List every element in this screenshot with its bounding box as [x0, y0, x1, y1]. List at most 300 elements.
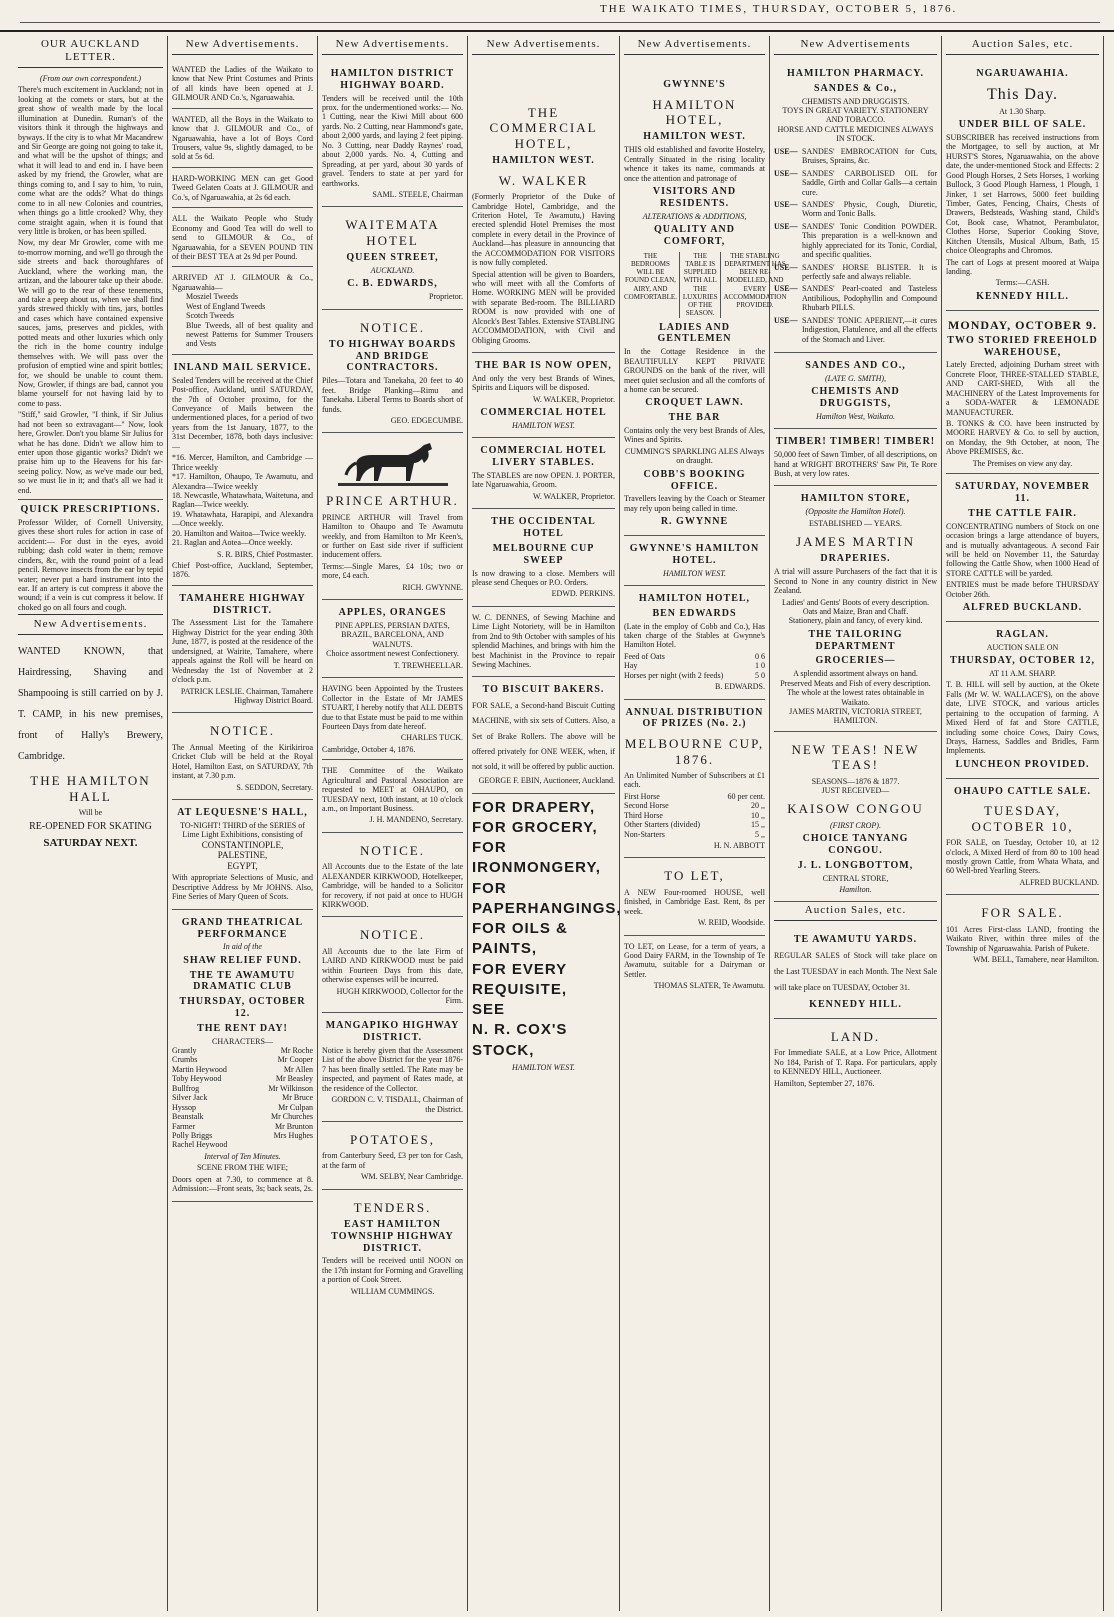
tuesday: TUESDAY, OCTOBER 10,	[971, 803, 1074, 834]
cast-row	[172, 1055, 313, 1064]
prize-row-label: Third Horse	[624, 810, 663, 820]
feed-row-value: 5 0	[755, 670, 765, 680]
use-label: USE—	[774, 221, 798, 231]
section-heading: Auction Sales, etc.	[774, 904, 937, 921]
cast-row-value: Mr Bruce	[282, 1093, 313, 1103]
groceries-body: A splendid assortment always on hand.	[793, 669, 918, 679]
notice4-sign: HUGH KIRKWOOD, Collector for the Firm.	[336, 986, 463, 1005]
cast-row-label: Rachel Heywood	[172, 1140, 228, 1150]
land-date: Hamilton, September 27, 1876.	[774, 1078, 875, 1088]
prize-row-value: 60 per cent.	[727, 791, 765, 801]
theatrical-ad	[172, 910, 313, 1202]
saturday: SATURDAY, NOVEMBER 11.	[955, 481, 1090, 505]
cox-line: SEE	[472, 1001, 506, 1019]
notice-body: The Annual Meeting of the Kirikiriroa Cricket Club will be held at the Royal Hotel, Hamilton East, on SATURDAY, 7th instant, at 7.30 p.m.	[172, 742, 313, 781]
mail-title: INLAND MAIL SERVICE.	[173, 361, 312, 373]
feed-row	[624, 671, 765, 680]
gwynne-hotel-2-ad	[624, 536, 765, 586]
agricultural-ad	[322, 760, 463, 833]
oats: Oats and Maize, Bran and Chaff.	[802, 606, 909, 616]
gwynne-place: HAMILTON WEST.	[643, 131, 746, 143]
ohaupo: OHAUPO CATTLE SALE.	[954, 785, 1091, 797]
mail-sign: S. R. BIRS, Chief Postmaster.	[216, 549, 313, 559]
potatoes-body: from Canterbury Seed, £3 per ton for Cash, at the farm of	[322, 1151, 463, 1170]
use-label: USE—	[774, 199, 798, 209]
to-let-ad	[624, 858, 765, 935]
feed-row	[624, 652, 765, 661]
prize-row-value: 20 ,,	[751, 801, 765, 811]
product-row	[774, 316, 937, 344]
cast-row-label: Crumbs	[172, 1055, 198, 1065]
potatoes-ad	[322, 1122, 463, 1190]
sandes-body: TOYS IN GREAT VARIETY. STATIONERY AND TOBACCO.	[782, 106, 929, 125]
sandes-body2: HORSE AND CATTLE MEDICINES ALWAYS IN STOCK.	[777, 124, 934, 144]
drapery-body: A trial will assure Purchasers of the fact that it is Second to None in any country district in New Zealand.	[774, 567, 937, 596]
gwynne2-title: GWYNNE'S HAMILTON HOTEL.	[629, 542, 760, 566]
wanted-known-ad: WANTED KNOWN, that Hairdressing, Shaving and Shampooing is still carried on by J. T. CAMP, in his new premises, front of Hally's Brewery, Cambridge.	[18, 646, 163, 763]
commercial-body: (Formerly Proprietor of the Duke of Cambridge Hotel, Cambridge, and the Criterion Hotel, Te Awamutu,) Having erected splendid Hotel Premises the most complete in every detail in the Province of Auckland—has pleasure in announcing that the ACCOMMODATION FOR VISITORS is now fully completed.	[472, 192, 615, 268]
tolet-title: TO LET,	[664, 868, 725, 884]
lease-body: TO LET, on Lease, for a term of years, a Good Dairy FARM, in the Township of Te Awamutu, suitable for a Dairyman or Settler.	[624, 941, 765, 979]
sandes2-title: SANDES AND CO.,	[805, 360, 906, 372]
raglan-date: THURSDAY, OCTOBER 12,	[949, 655, 1096, 667]
cast-row	[172, 1065, 313, 1074]
hall-title: THE HAMILTON HALL	[30, 773, 151, 804]
grand-sub: In aid of the	[223, 942, 262, 952]
arrived-item: West of England Tweeds	[186, 301, 266, 311]
pharmacy-title: HAMILTON PHARMACY.	[786, 67, 925, 79]
apples-line: BRAZIL, BARCELONA, AND	[341, 630, 444, 640]
cobb-title: COBB'S BOOKING OFFICE.	[643, 468, 746, 492]
sale-sign: ALFRED BUCKLAND.	[1019, 877, 1099, 887]
stationery: Stationery, plain and fancy, of every kind.	[788, 616, 923, 626]
feed-row-label: Feed of Oats	[624, 651, 665, 661]
gwynne-body: THIS old established and favorite Hostelry, Centrally Situated in the rising locality whence it takes its name, commands at once the attention and patronage of	[624, 145, 765, 183]
product-row	[774, 263, 937, 282]
cast-row-label: Bullfrog	[172, 1083, 200, 1093]
hamilton-store-ad	[774, 486, 937, 731]
cast-row-value: Mr Wilkinson	[268, 1083, 313, 1093]
store-established: ESTABLISHED — YEARS.	[808, 518, 903, 528]
arrived-title: ARRIVED AT J. GILMOUR & Co., Ngaruawahia—	[172, 273, 313, 292]
prize-row	[624, 801, 765, 810]
mangapiko-title: MANGAPIKO HIGHWAY DISTRICT.	[325, 1020, 460, 1044]
choice: CHOICE TANYANG CONGOU.	[802, 833, 909, 856]
cumming: CUMMING'S SPARKLING ALES Always on draught.	[624, 446, 765, 466]
feed-row	[624, 661, 765, 670]
gilmour-ad: WANTED, all the Boys in the Waikato to know that J. GILMOUR and Co., of Ngaruawahia, have a lot of Boys Cord Trousers, value 9s, slightly damaged, to be sold at 5s 6d.	[172, 111, 313, 168]
annual-sign: H. N. ABBOTT	[713, 840, 765, 850]
waitemata-role: Proprietor.	[429, 292, 463, 302]
cast-row	[172, 1084, 313, 1093]
product-text: SANDES' Pearl-coated and Tasteless Antibilious, Podophyllin and Compound Rhubarb PILLS.	[802, 284, 937, 313]
cricket-notice-ad	[172, 713, 313, 800]
cobb-body: Travellers leaving by the Coach or Steamer may rely upon being called in time.	[624, 494, 765, 513]
central: CENTRAL STORE,	[822, 873, 889, 883]
having-body: HAVING been Appointed by the Trustees Collector in the Estate of Mr JAMES STUART, I hereby notify that ALL DEBTS due to that Estate must be paid to me within Fourteen Days from date hereof.	[322, 684, 463, 731]
occidental-sign: EDWD. PERKINS.	[551, 589, 615, 599]
sandes-title: SANDES & Co.,	[813, 82, 897, 94]
bar-body: Contains only the very best Brands of Ales, Wines and Spirits.	[624, 425, 765, 445]
arthur-terms: Terms:—Single Mares, £4 10s; two or more, £4 each.	[322, 561, 463, 581]
biscuit-body: FOR SALE, a Second-hand Biscuit Cutting MACHINE, with six sets of Cutters. Also, a Set of Brake Rollers. The above will be offered privately for ONE WEEK, when, if not sold, it will be offered by public auction.	[472, 701, 615, 771]
occidental-body: Is now drawing to a close. Members will please send Cheques or P.O. Orders.	[472, 568, 615, 587]
kaisow-sub: (FIRST CROP).	[830, 820, 881, 830]
occidental-ad	[472, 509, 615, 607]
raglan-body: T. B. HILL will sell by auction, at the Okete Falls (Mr W. W. WALLACE'S), on the above date, LIVE STOCK, and various articles pertaining to the occupation of farming. A Mixed Herd of fat and Store CATTLE, including some choice Cows, Dairy Cows, Drays, Harness, Saddles and Bridles, Farm Implements.	[946, 680, 1099, 756]
notice3-title: NOTICE.	[360, 842, 425, 858]
mail-route: *17. Hamilton, Ohaupo, Te Awamutu, and Alexandra—Twice weekly	[172, 472, 313, 491]
prize-row-label: First Horse	[624, 791, 660, 801]
product-row	[774, 284, 937, 312]
mail-route: *16. Mercer, Hamilton, and Cambridge —Thrice weekly	[172, 453, 313, 472]
cox-place: HAMILTON WEST.	[511, 1062, 576, 1072]
gwynne-sign: R. GWYNNE	[660, 516, 729, 528]
biscuit-ad	[472, 677, 615, 793]
cast-row-value: Mr Churches	[271, 1112, 313, 1122]
annual-prizes-ad	[624, 700, 765, 859]
apples-body: Choice assortment newest Confectionery.	[326, 649, 459, 659]
lequesne-line: TO-NIGHT! THIRD of the SERIES of Lime Light Exhibitions, consisting of	[180, 820, 305, 840]
prize-row-label: Non-Starters	[624, 829, 665, 839]
ngaruawahia-sale-ad	[946, 61, 1099, 311]
lequesne-body: With appropriate Selections of Music, and Descriptive Address by Mr JOHNS. Also, Fine Series of Mary Queen of Scots.	[172, 873, 313, 902]
masthead	[0, 0, 1114, 32]
luncheon: LUNCHEON PROVIDED.	[955, 758, 1090, 770]
arrived-item: Blue Tweeds, all of best quality and newest Patterns for Summer Trousers and Vests	[186, 320, 313, 349]
lease-ad	[624, 936, 765, 998]
product-row	[774, 222, 937, 260]
sale-body: FOR SALE, on Tuesday, October 10, at 12 o'clock, A Mixed Herd of from 80 to 100 head mostly grown Cattle, from Whata Whata, and 60 Well-bred Yearling Steers.	[946, 838, 1099, 876]
arrived-item: Mosziel Tweeds	[186, 292, 238, 302]
yards-body: REGULAR SALES of Stock will take place on the Last TUESDAY in each Month. The Next Sale will take place on TUESDAY, October 31.	[774, 951, 937, 993]
tenders-sign: WILLIAM CUMMINGS.	[350, 1286, 435, 1296]
apples-line: PINE APPLES, PERSIAN DATES,	[335, 621, 450, 631]
waitemata-title: WAITEMATA HOTEL	[345, 217, 440, 248]
dennes-body: W. C. DENNES, of Sewing Machine and Lime Light Notoriety, will be in Hamilton from 2nd to 9th October with samples of his splendid Machines, and brings with him the best Machinist in the Province to repair Sewing Machines.	[472, 612, 615, 670]
notice4-body: All Accounts due to the late Firm of LAIRD AND KIRKWOOD must be paid within Fourteen Days from this date, otherwise expenses will be incurred.	[322, 946, 463, 985]
longbottom: J. L. LONGBOTTOM,	[797, 859, 914, 871]
mangapiko-ad	[322, 1013, 463, 1122]
just-received: JUST RECEIVED—	[821, 785, 890, 795]
tamahere-title: TAMAHERE HIGHWAY DISTRICT.	[179, 592, 306, 616]
notice2-title: NOTICE.	[360, 319, 425, 335]
alfred: ALFRED BUCKLAND.	[962, 602, 1083, 614]
potatoes-title: POTATOES,	[350, 1132, 435, 1148]
notice-contractors-ad	[322, 310, 463, 434]
bar-title: THE BAR	[668, 412, 721, 424]
section-heading: New Advertisements.	[322, 38, 463, 55]
cast-row-label: Polly Briggs	[172, 1130, 213, 1140]
hall-line: SATURDAY NEXT.	[43, 837, 138, 850]
annual-cup: MELBOURNE CUP, 1876.	[624, 736, 765, 767]
grand-fund: SHAW RELIEF FUND.	[183, 954, 302, 966]
prize-row	[624, 830, 765, 839]
teas-ad	[774, 732, 937, 903]
commercial-place: HAMILTON WEST.	[492, 154, 595, 166]
visitors: VISITORS AND RESIDENTS.	[652, 185, 737, 209]
cox-line: FOR IRONMONGERY,	[472, 839, 601, 877]
cast-row	[172, 1131, 313, 1140]
cox-line: N. R. COX'S STOCK,	[472, 1021, 568, 1059]
ben-sign: B. EDWARDS.	[714, 682, 765, 692]
apples-line: WALNUTS.	[372, 639, 413, 649]
club-date: THURSDAY, OCTOBER 12.	[179, 996, 306, 1019]
ladies-body: In the Cottage Residence in the BEAUTIFULLY KEPT PRIVATE GROUNDS on the bank of the river, will meet quiet seclusion and all the comforts of a home can be secured.	[624, 347, 765, 394]
prize-list	[624, 792, 765, 839]
prize-row-value: 10 ,,	[751, 810, 765, 820]
land-title: LAND.	[830, 1029, 881, 1044]
masthead-title: THE WAIKATO TIMES, THURSDAY, OCTOBER 5, 1876.	[600, 3, 958, 15]
mail-service-ad	[172, 355, 313, 586]
ben-edwards-ad	[624, 586, 765, 700]
livery-sign: W. WALKER, Proprietor.	[533, 491, 615, 501]
potatoes-sign: WM. SELBY, Near Cambridge.	[360, 1172, 463, 1182]
section-heading: New Advertisements.	[18, 614, 163, 635]
cast-list	[172, 1046, 313, 1150]
interval: Interval of Ten Minutes.	[204, 1151, 281, 1161]
kennedy: KENNEDY HILL.	[976, 290, 1069, 302]
waitemata-place: AUCKLAND.	[370, 265, 415, 275]
martin-sign: JAMES MARTIN, VICTORIA STREET, HAMILTON.	[789, 707, 922, 726]
prize-row	[624, 811, 765, 820]
cast-row	[172, 1074, 313, 1083]
column-advertisements-5	[620, 36, 787, 1611]
product-row	[774, 169, 937, 197]
cast-row	[172, 1112, 313, 1121]
cast-row	[172, 1140, 313, 1149]
section-heading: OUR AUCKLAND LETTER.	[18, 38, 163, 68]
occidental-title: THE OCCIDENTAL HOTEL	[491, 516, 596, 540]
lequesne-place: PALESTINE,	[217, 850, 268, 861]
waitemata-sub: QUEEN STREET,	[346, 252, 439, 264]
cast-row-value: Mr Brunton	[275, 1121, 313, 1131]
apples-sign: T. TREWHEELLAR.	[393, 660, 463, 670]
bill-cart: The cart of Logs at present moored at Waipa landing.	[946, 257, 1099, 276]
lequesne-hall-ad	[172, 800, 313, 910]
forsale-title: FOR SALE.	[981, 905, 1064, 921]
hamilton-body: Tenders will be received until the 10th prox. for the undermentioned works:— No. 1 Cutting, near the Kiwi Mill about 600 yards. No. 2 Cutting, near Hammond's gate, about 2,000 yards, and laying 2 feet piping. No. 3 Cutting, near Daddy Raynes' road, about 2,000 yards. No. 4, Cutting and Spreading, at per yard, about 30 yards of gravel. Tenders to state at per yard for earthworks.	[322, 93, 463, 188]
use-label: USE—	[774, 146, 798, 156]
commercial-body: Special attention will be given to Boarders, who will meet with all the Comforts of Home. WORKING MEN will be provided with separate Bed-room. The BILLIARD ROOM is now provided with one of Alcock's Best Tables. Extensive STABLING ACCOMMODATION, with Civil and Obliging Grooms.	[472, 269, 615, 345]
section-heading: New Advertisements.	[172, 38, 313, 55]
annual-title: ANNUAL DISTRIBUTION OF PRIZES (No. 2.)	[625, 706, 764, 730]
article-paragraph: "Stiff," said Growler, "I think, if Sir Julius had not been so extravagant—" Now, look here, Growler. Don't you blame Sir Julius for what he has done. Didn't we allow him to enter upon those gigantic works? Didn't we praise him up to the Heavens for his far-seeing policy. Now, as we've made our bed, so we must lie in it; and that's all we had it end.	[18, 410, 163, 495]
cast-row-label: Hyssop	[172, 1102, 197, 1112]
prize-row	[624, 820, 765, 829]
cast-row-value: Mr Roche	[280, 1046, 313, 1055]
prize-row-label: Other Starters (divided)	[624, 820, 700, 830]
tenders-ad	[322, 1190, 463, 1301]
entries: ENTRIES must be made before THURSDAY October 26th.	[946, 580, 1099, 599]
dennes-ad	[472, 607, 615, 678]
boots: Ladies' and Gents' Boots of every description.	[781, 597, 930, 607]
tamahere-body: The Assessment List for the Tamahere Highway District for the year ending 30th June, 1877, is posted at the residence of the undersigned, at Wairite, Tamahere, where appeals against the Roll will be heard on Wednesday the 1st of November at 2 o'clock p.m.	[172, 618, 313, 685]
quick-prescriptions-body: Professor Wilder, of Cornell University, gives these short rules for action in case of accident:— For dust in the eyes, avoid rubbing; dash cold water in them; remove cinders, &c, with the round point of a lead pencil. Remove insects from the ear by tepid water; never put a hard instrument into the ear. If an artery is cut compress it above the wound; if a vein is cut compress it below. If choked go on all fours and cough.	[18, 517, 163, 612]
having-ad	[322, 678, 463, 760]
arthur-sign: RICH. GWYNNE.	[402, 582, 463, 592]
mail-route: 20. Hamilton and Waitoa—Twice weekly.	[172, 528, 307, 538]
time: At 1.30 Sharp.	[999, 106, 1046, 116]
mangapiko-body: Notice is hereby given that the Assessment List of the above District for the year 1876-7 has been finally settled. The Rate may be inspected, and payment of Rates made, at the residence of the Collector.	[322, 1045, 463, 1093]
ben-owner: BEN EDWARDS	[652, 607, 737, 619]
fair-body: CONCENTRATING numbers of Stock on one occasion brings a large attendance of buyers, and is mutually advantageous. A second Fair will be held on November 11, the Saturday following the Cattle Show, when 1000 Head of STORE CATTLE will be yarded.	[946, 521, 1099, 578]
place: NGARUAWAHIA.	[976, 67, 1069, 79]
mail-date: Chief Post-office, Auckland, September, 1876.	[172, 561, 313, 580]
te-awamutu-yards-ad	[774, 927, 937, 1019]
column-advertisements-4	[468, 36, 620, 1611]
whole: The whole at the lowest rates obtainable in Waikato.	[786, 688, 925, 707]
gwynne2-place: HAMILTON WEST.	[662, 568, 727, 578]
sandes-products	[774, 147, 937, 344]
waitemata-ad	[322, 207, 463, 309]
commercial-owner: W. WALKER	[498, 172, 589, 188]
feed-row-label: Horses per night (with 2 feeds)	[624, 670, 724, 680]
kaisow: KAISOW CONGOU	[787, 801, 924, 817]
alterations: ALTERATIONS & ADDITIONS,	[642, 211, 747, 221]
mail-body: Sealed Tenders will be received at the Chief Post-office, Auckland, until SATURDAY, the 7th of October proximo, for the Conveyance of Mails between the undermentioned places, for a period of two years from the 1st January, 1877, to the 31st December, 1878, both days inclusive:—	[172, 375, 313, 451]
bar-title: THE BAR IS NOW OPEN,	[475, 360, 612, 372]
cast-row	[172, 1093, 313, 1102]
product-text: SANDES' EMBROCATION for Cuts, Bruises, Sprains, &c.	[802, 146, 937, 166]
prize-row	[624, 792, 765, 801]
quick-prescriptions-title: QUICK PRESCRIPTIONS.	[20, 504, 161, 516]
mail-route: 18. Newcastle, Whatawhata, Waitetuna, and Raglan—Twice weekly.	[172, 490, 313, 510]
notice2-body: Piles—Totara and Tanekaha, 20 feet to 40 feet. Bridge Planking—Rimu and Tanekaha. Liberal Terms to Boards short of funds.	[322, 376, 463, 414]
product-text: SANDES' CARBOLISED OIL for Saddle, Girth and Collar Galls—a certain cure.	[802, 168, 937, 197]
product-text: SANDES' Tonic Condition POWDER. This preparation is a well-known and highly appreciated for its Tonic, Cordial, and specific qualities.	[802, 221, 937, 260]
store-martin: JAMES MARTIN	[796, 534, 915, 550]
sandes-sub: CHEMISTS AND DRUGGISTS.	[801, 96, 910, 106]
monday-sale-ad	[946, 311, 1099, 475]
sandes-pharmacy-ad	[774, 61, 937, 353]
notice-sign: S. SEDDON, Secretary.	[236, 782, 313, 792]
use-label: USE—	[774, 284, 798, 294]
byline: (From our own correspondent.)	[39, 73, 142, 83]
feed-row-value: 0 6	[755, 651, 765, 661]
product-text: SANDES' Physic, Cough, Diuretic, Worm and Tonic Balls.	[802, 199, 937, 219]
sandes2-role: CHEMISTS AND DRUGGISTS,	[811, 386, 900, 410]
tonks-body: B. TONKS & CO. have been instructed by MOORE HARVEY & Co. to sell by auction, on Monday, the 9th October, at noon, The Above PREMISES, &c.	[946, 419, 1099, 457]
cast-row-value: Mr Allen	[283, 1064, 313, 1074]
ben-title: HAMILTON HOTEL,	[638, 593, 751, 605]
monday: MONDAY, OCTOBER 9.	[948, 317, 1097, 332]
raglan: RAGLAN.	[996, 628, 1049, 640]
lequesne-place: CONSTANTINOPLE,	[201, 839, 284, 850]
gwynne-hotel: HAMILTON HOTEL,	[652, 96, 737, 128]
livery-title: COMMERCIAL HOTEL LIVERY STABLES.	[480, 445, 607, 469]
store-sub: (Opposite the Hamilton Hotel).	[805, 507, 906, 517]
tenders-sub: EAST HAMILTON TOWNSHIP HIGHWAY DISTRICT.	[331, 1219, 454, 1254]
mail-route: 21. Raglan and Aotea—Once weekly.	[172, 538, 293, 548]
lequesne-place: EGYPT,	[227, 860, 258, 871]
mail-route: 19. Whatawhata, Harapipi, and Alexandra—Once weekly.	[172, 509, 313, 529]
forsale-body: 101 Acres First-class LAND, fronting the Waikato River, within three miles of the Township of Ngaruawahia. Parish of Pukete.	[946, 924, 1099, 953]
cast-row-label: Farmer	[172, 1121, 196, 1131]
raglan-sale-ad	[946, 622, 1099, 779]
tenders-title: TENDERS.	[353, 1199, 432, 1215]
agri-sign: J. H. MANDENO, Secretary.	[369, 815, 463, 825]
bill-title: UNDER BILL OF SALE.	[958, 119, 1087, 131]
scene: SCENE FROM THE WIFE;	[196, 1163, 289, 1173]
central-place: Hamilton.	[839, 885, 872, 894]
hamilton-sign: SAML. STEELE, Chairman	[372, 189, 463, 199]
club-play: THE RENT DAY!	[197, 1022, 288, 1034]
commercial-title: THE COMMERCIAL HOTEL,	[489, 104, 598, 151]
land-ad	[774, 1019, 937, 1093]
biscuit-sign: GEORGE F. EBIN, Auctioneer, Auckland.	[478, 776, 615, 786]
cast-row-value: Mr Cooper	[277, 1055, 313, 1065]
cox-line: FOR DRAPERY,	[472, 798, 596, 816]
commercial2-title: COMMERCIAL HOTEL	[480, 407, 607, 419]
section-heading: New Advertisements.	[472, 38, 615, 55]
tenders-body: Tenders will be received until NOON on the 17th instant for Forming and Gravelling a portion of Cook Street.	[322, 1256, 463, 1285]
cattle-fair-ad	[946, 474, 1099, 622]
arrived-item: Scotch Tweeds	[186, 311, 234, 321]
amenity-cell: THE STABLING DEPARTMENT HAS BEEN RE-MODELLED, AND EVERY ACCOMMODATION PROVIDED.	[723, 251, 787, 310]
tailoring: THE TAILORING DEPARTMENT	[808, 628, 903, 652]
hall-line: RE-OPENED FOR SKATING	[29, 821, 152, 833]
having-sign: CHARLES TUCK.	[400, 733, 463, 743]
cast-row-value: Mrs Hughes	[273, 1130, 313, 1140]
tolet-sign: W. REID, Woodside.	[697, 918, 765, 928]
cast-row-value: Mr Culpan	[278, 1102, 313, 1112]
column-advertisements-2	[168, 36, 318, 1611]
arthur-body: PRINCE ARTHUR will Travel from Hamilton to Ohaupo and Te Awamutu weekly, and from Hamilton to Mr Keen's, or further on East side river if sufficient inducement offers.	[322, 512, 463, 560]
theatre-footer: Doors open at 7.30, to commence at 8. Admission:—Front seats, 3s; back seats, 2s.	[172, 1174, 313, 1194]
this-day: This Day.	[986, 85, 1059, 103]
view: The Premises on view any day.	[972, 458, 1073, 468]
article-paragraph: There's much excitement in Auckland; not in looking at the comets or stars, but at the great show of wealth made by the local illumination at Dunedin. Ruman's of the visitors think it through the highways and byways. If the city is to what Mr Macandrew and Sir George are going not going to take it, and what will be the upshot of things; and what it will lead to and end in. I have been asked by my friend, the Growler, what are things coming to, and I say to him, 'to ruin, come what are the odds?' What do things come to in all new Colonies and countries, when things go a little crooked? Why, they come straight again, when it is found that very little is broken, or has been spilled.	[18, 85, 163, 236]
meats: Preserved Meats and Fish of every description.	[780, 678, 931, 688]
store-title: HAMILTON STORE,	[800, 493, 911, 505]
ben-body: (Late in the employ of Cobb and Co.), Has taken charge of the Stables at Gwynne's Hamilton Hotel.	[624, 621, 765, 650]
waitemata-owner: C. B. EDWARDS,	[347, 278, 438, 290]
raglan-time: AT 11 A.M. SHARP.	[989, 668, 1056, 678]
forsale-sign: WM. BELL, Tamahere, near Hamilton.	[973, 954, 1099, 964]
cox-line: FOR EVERY REQUISITE,	[472, 960, 568, 998]
hamilton-title: HAMILTON DISTRICT HIGHWAY BOARD.	[330, 67, 455, 91]
raglan-sub: AUCTION SALE ON	[986, 642, 1059, 652]
characters-label: CHARACTERS—	[212, 1036, 273, 1046]
amenity-cell: THE TABLE IS SUPPLIED WITH ALL THE LUXURIES OF THE SEASON.	[683, 252, 721, 318]
notice2-sub: TO HIGHWAY BOARDS AND BRIDGE CONTRACTORS.	[328, 338, 457, 374]
product-row	[774, 147, 937, 166]
feed-price-list	[624, 652, 765, 680]
hamilton-highway-ad	[322, 61, 463, 207]
tolet-body: A NEW Four-roomed HOUSE, well finished, in Cambridge East. Rent, 8s per week.	[624, 887, 765, 916]
article-paragraph: Now, my dear Mr Growler, come with me to-morrow morning, and we'll go through the side streets and back thoroughfares of Auckland, where the working man, the artizan, and the labourer take up their abode. We will go to the rear of these tenements, and take a peep about us, when we shall find yards strewed thickly with tins, jars, bottles and cases which have contained expensive sauces, jams, preserves and pickles, with potted meats and other luxuries which only the rich in the home country indulge themselves with. We will pass over the profusion of emptied wine and spirit bottles; for, we should be unable to count them. Now, Growler, if things are bad, cannot you blame yourself for not having laid by to come to pass.	[18, 238, 163, 408]
bar-body: And only the very best Brands of Wines, Spirits and Liquors will be disposed.	[472, 373, 615, 393]
livery-body: The STABLES are now OPEN. J. PORTER, late Ngaruawahia, Groom.	[472, 471, 615, 490]
land-body: For Immediate SALE, at a Low Price, Allotment No 184, Parish of T. Rapa. For particulars, apply to KENNEDY HILL, Auctioneer.	[774, 1048, 937, 1077]
cast-row	[172, 1046, 313, 1055]
kirkwood-notice-ad	[322, 833, 463, 918]
commercial2-place: HAMILTON WEST.	[511, 420, 576, 430]
ladies-title: LADIES AND GENTLEMEN	[657, 321, 732, 345]
bar-open-ad	[472, 353, 615, 438]
column-advertisements-3	[318, 36, 468, 1611]
commercial-hotel-ad	[472, 61, 615, 353]
bar-sign: W. WALKER, Proprietor.	[533, 394, 615, 404]
feed-row-value: 1 0	[755, 661, 765, 671]
prize-row-value: 5 ,,	[755, 829, 765, 839]
grand-title: GRAND THEATRICAL PERFORMANCE	[181, 916, 304, 940]
fair: THE CATTLE FAIR.	[968, 507, 1077, 519]
feed-row-label: Hay	[624, 661, 638, 671]
cox-line: FOR GROCERY,	[472, 818, 598, 836]
arthur-title: PRINCE ARTHUR.	[326, 493, 459, 509]
